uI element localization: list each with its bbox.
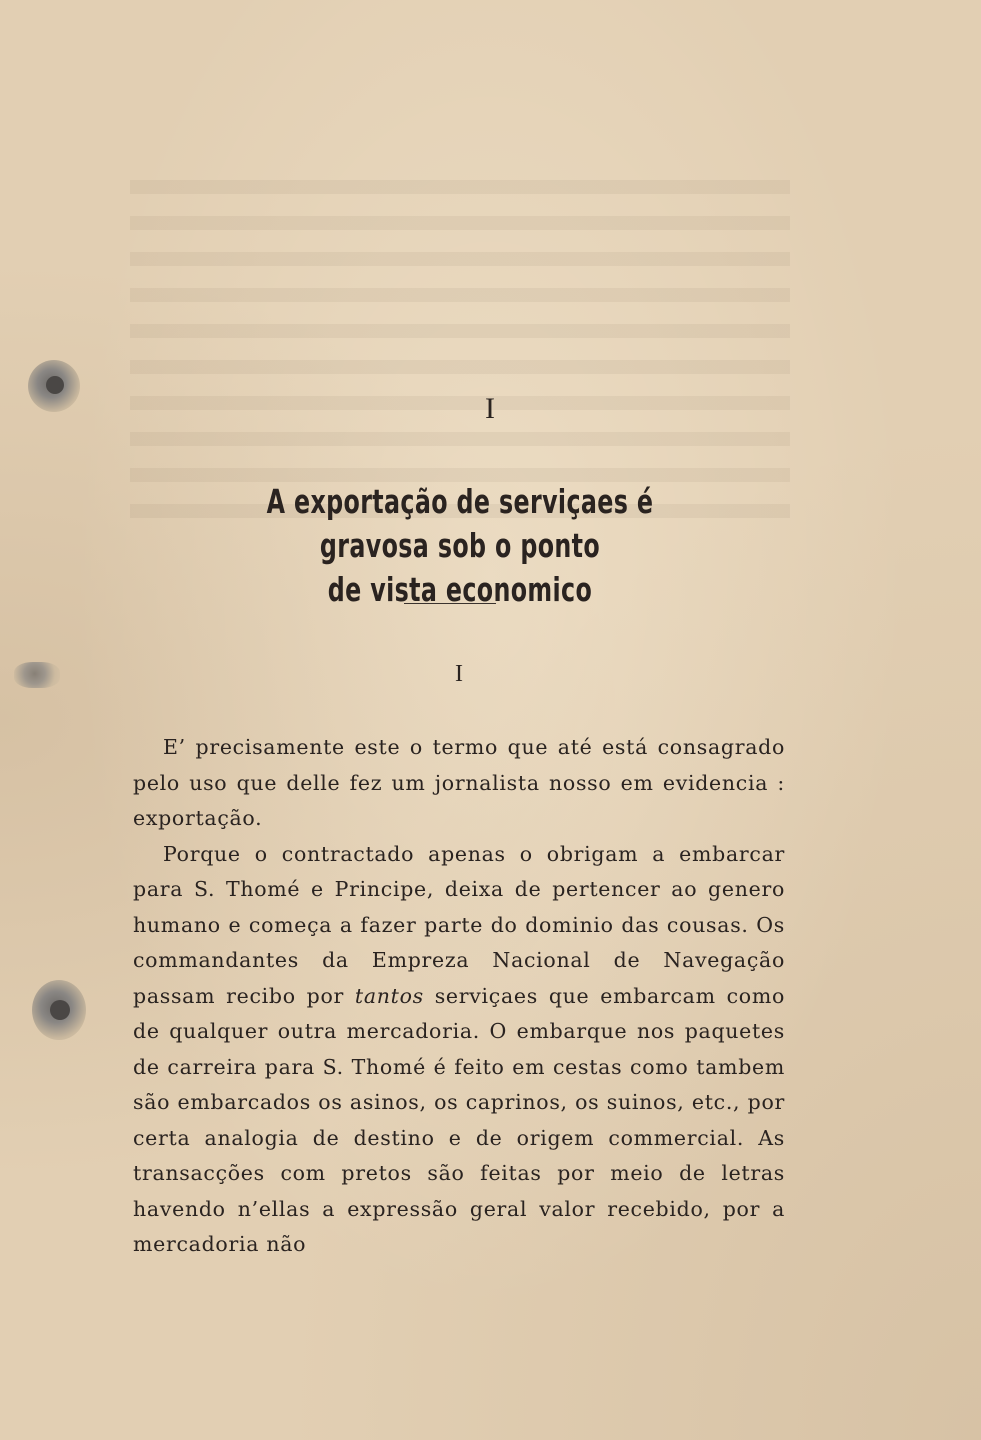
paragraph-2-part-1: Porque o contractado apenas o obrigam a embarcar para S. Thomé e Principe, deixa de pertencer ao genero humano e começa a fazer parte do dominio das cousas. Os commandantes da Empreza Nacional de Navegação passam recibo por <box>133 841 785 1008</box>
show-through-text <box>130 180 790 520</box>
paragraph-2-italic: tantos <box>354 983 424 1008</box>
paragraph-1: E’ precisamente este o termo que até está consagrado pelo uso que delle fez um jornalista nosso em evidencia : exportação. <box>133 735 785 830</box>
binding-hole-bottom <box>32 980 86 1040</box>
chapter-title-line-1: A exportação de serviçaes é gravosa sob o ponto <box>266 482 654 565</box>
chapter-title <box>237 480 683 612</box>
section-numeral: I <box>455 661 463 687</box>
body-text <box>133 730 785 1263</box>
chapter-numeral: I <box>485 392 496 425</box>
chapter-title-line-2: de vista economico <box>327 570 593 609</box>
section-divider <box>404 603 496 604</box>
paragraph-2 <box>133 837 785 1263</box>
paragraph-2-part-2: serviçaes que embarcam como de qualquer outra mercadoria. O embarque nos paquetes de carreira para S. Thomé é feito em cestas como tambem são embarcados os asinos, os caprinos, os suinos, etc., por certa analogia de destino e de origem commercial. As transacções com pretos são feitas por meio de letras havendo n’ellas a expressão geral valor recebido, por a mercadoria não <box>133 983 785 1256</box>
